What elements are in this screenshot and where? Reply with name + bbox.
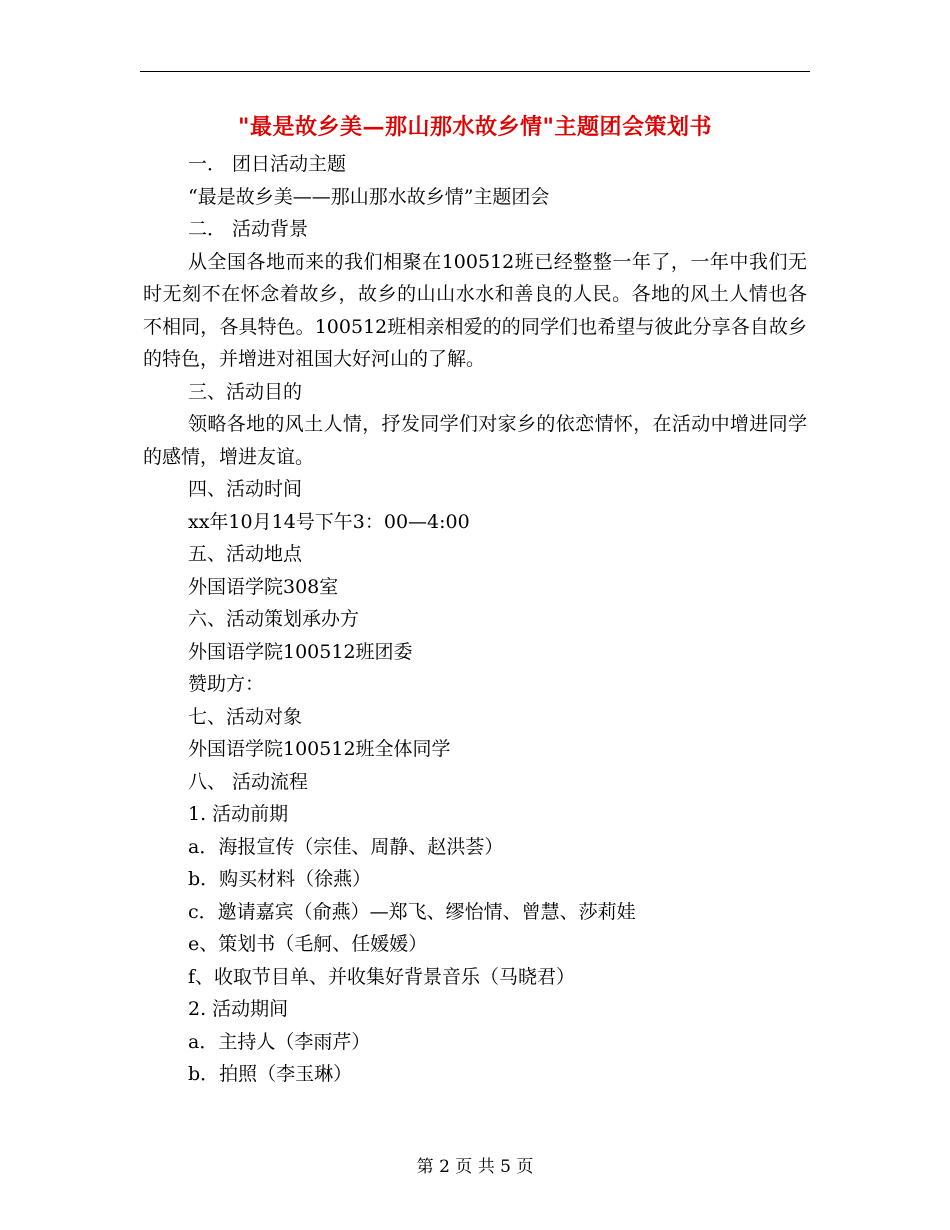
page-footer: 第 2 页 共 5 页 — [416, 1157, 534, 1177]
text-line: 七、活动对象 — [188, 705, 303, 728]
text-line: e、策划书（毛舸、任媛媛） — [188, 933, 428, 955]
text-line: b．购买材料（徐燕） — [188, 868, 372, 890]
paragraph: 领略各地的风土人情，抒发同学们对家乡的依恋情怀，在活动中增进同学的感情，增进友谊。 — [143, 413, 807, 468]
text-line: b．拍照（李玉琳） — [188, 1063, 353, 1085]
text-line: “最是故乡美——那山那水故乡情”主题团会 — [188, 185, 550, 208]
text-line: 1. 活动前期 — [188, 803, 289, 825]
document-title: "最是故乡美—那山那水故乡情"主题团会策划书 — [238, 114, 712, 140]
header-rule — [140, 71, 810, 72]
text-line: xx年10月14号下午3：00—4:00 — [188, 510, 470, 533]
text-line: 一． 团日活动主题 — [188, 153, 347, 175]
text-line: 外国语学院100512班团委 — [188, 640, 413, 663]
paragraph: 从全国各地而来的我们相聚在100512班已经整整一年了，一年中我们无时无刻不在怀念着故乡，故乡的山山水水和善良的人民。各地的风土人情也各不相同，各具特色。100512班相亲相爱的的同学们也希望与彼此分享各自故乡的特色，并增进对祖国大好河山的了解。 — [143, 250, 807, 370]
document-body — [143, 148, 807, 1091]
text-line: 八、 活动流程 — [188, 770, 309, 793]
text-line: 六、活动策划承办方 — [188, 608, 360, 630]
text-line: 2. 活动期间 — [188, 998, 289, 1020]
text-line: 外国语学院308室 — [188, 575, 339, 598]
text-line: 五、活动地点 — [188, 543, 303, 565]
text-line: 二． 活动背景 — [188, 218, 309, 240]
text-line: a．主持人（李雨芹） — [188, 1030, 371, 1053]
text-line: 四、活动时间 — [188, 478, 303, 500]
text-line: 外国语学院100512班全体同学 — [188, 738, 451, 760]
text-line: 三、活动目的 — [188, 380, 303, 403]
text-line: 赞助方： — [188, 673, 265, 695]
text-line: c．邀请嘉宾（俞燕）—郑飞、缪怡情、曾慧、莎莉娃 — [188, 900, 636, 923]
text-line: f、收取节目单、并收集好背景音乐（马晓君） — [188, 965, 576, 988]
text-line: a．海报宣传（宗佳、周静、赵洪荟） — [188, 835, 504, 858]
